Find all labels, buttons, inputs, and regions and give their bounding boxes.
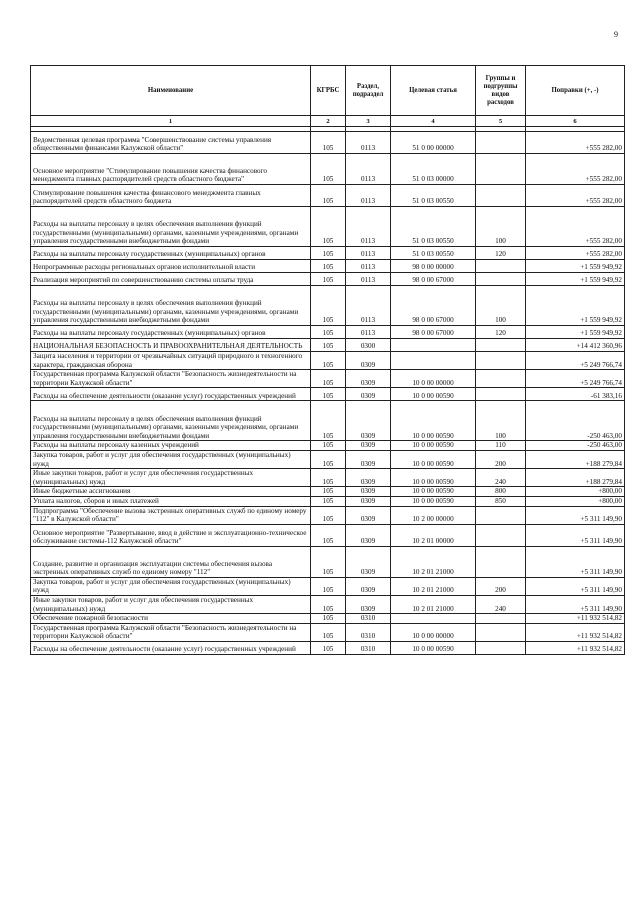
- row-name: Основное мероприятие "Развертывание, ввод в действие и эксплуатационно-техническое обслуживание системы-112 Калужской области": [31, 524, 311, 546]
- row-name: Расходы на обеспечение деятельности (оказание услуг) государственных учреждений: [31, 641, 311, 654]
- row-section: 0309: [346, 496, 391, 506]
- row-target-article: 10 0 00 00590: [391, 487, 476, 497]
- row-expense-group: 120: [476, 326, 526, 339]
- table-row: [31, 623, 625, 641]
- row-amendment: +5 311 149,90: [526, 506, 625, 524]
- row-expense-group: 100: [476, 207, 526, 247]
- table-row: [31, 469, 625, 487]
- table-row: [31, 132, 625, 154]
- row-section: 0309: [346, 401, 391, 441]
- table-row: [31, 286, 625, 326]
- table-row: [31, 352, 625, 370]
- row-kgrbs: 105: [311, 614, 346, 624]
- table-row: [31, 614, 625, 624]
- row-kgrbs: 105: [311, 185, 346, 207]
- header-name: Наименование: [31, 66, 311, 116]
- header-target: Целевая статья: [391, 66, 476, 116]
- row-kgrbs: 105: [311, 441, 346, 451]
- table-row: [31, 388, 625, 401]
- row-section: 0113: [346, 207, 391, 247]
- row-section: 0309: [346, 524, 391, 546]
- row-section: 0113: [346, 273, 391, 286]
- row-name: Защита населения и территории от чрезвычайных ситуаций природного и техногенного характера, гражданская оборона: [31, 352, 311, 370]
- row-target-article: 98 0 00 00000: [391, 260, 476, 273]
- row-kgrbs: 105: [311, 623, 346, 641]
- row-amendment: +5 311 149,90: [526, 595, 625, 613]
- row-amendment: +11 932 514,82: [526, 614, 625, 624]
- row-section: 0310: [346, 623, 391, 641]
- header-amendments: Поправки (+, -): [526, 66, 625, 116]
- table-row: [31, 546, 625, 577]
- row-section: 0309: [346, 546, 391, 577]
- row-amendment: +5 249 766,74: [526, 352, 625, 370]
- header-groups: Группы и подгруппы видов расходов: [476, 66, 526, 116]
- row-amendment: +1 559 949,92: [526, 326, 625, 339]
- table-row: [31, 506, 625, 524]
- row-kgrbs: 105: [311, 496, 346, 506]
- row-target-article: [391, 339, 476, 352]
- row-kgrbs: 105: [311, 577, 346, 595]
- row-kgrbs: 105: [311, 469, 346, 487]
- row-section: 0113: [346, 247, 391, 260]
- table-row: [31, 496, 625, 506]
- row-kgrbs: 105: [311, 506, 346, 524]
- row-expense-group: [476, 339, 526, 352]
- row-name: Государственная программа Калужской области "Безопасность жизнедеятельности на территории Калужской области": [31, 370, 311, 388]
- row-section: 0300: [346, 339, 391, 352]
- row-target-article: 10 0 00 00590: [391, 441, 476, 451]
- row-target-article: 10 2 01 21000: [391, 577, 476, 595]
- row-kgrbs: 105: [311, 154, 346, 185]
- row-amendment: +555 282,00: [526, 132, 625, 154]
- row-target-article: 51 0 03 00550: [391, 185, 476, 207]
- table-row: [31, 450, 625, 468]
- row-name: Иные закупки товаров, работ и услуг для обеспечения государственных (муниципальных) нужд: [31, 595, 311, 613]
- table-row: [31, 401, 625, 441]
- row-kgrbs: 105: [311, 352, 346, 370]
- row-amendment: -250 463,00: [526, 401, 625, 441]
- row-name: Расходы на выплаты персоналу государственных (муниципальных) органов: [31, 247, 311, 260]
- row-target-article: 10 0 00 00000: [391, 623, 476, 641]
- row-target-article: 98 0 00 67000: [391, 286, 476, 326]
- col-number-1: 1: [31, 116, 311, 127]
- row-amendment: +555 282,00: [526, 207, 625, 247]
- row-expense-group: [476, 352, 526, 370]
- row-kgrbs: 105: [311, 273, 346, 286]
- row-amendment: +555 282,00: [526, 185, 625, 207]
- row-name: Стимулирование повышения качества финансового менеджмента главных распорядителей средств областного бюджета: [31, 185, 311, 207]
- row-section: 0309: [346, 370, 391, 388]
- row-target-article: 10 0 00 00590: [391, 469, 476, 487]
- row-section: 0309: [346, 450, 391, 468]
- row-name: Расходы на обеспечение деятельности (оказание услуг) государственных учреждений: [31, 388, 311, 401]
- row-amendment: +800,00: [526, 496, 625, 506]
- table-row: [31, 487, 625, 497]
- row-section: 0113: [346, 286, 391, 326]
- row-expense-group: [476, 623, 526, 641]
- row-expense-group: [476, 132, 526, 154]
- row-amendment: +1 559 949,92: [526, 273, 625, 286]
- row-kgrbs: 105: [311, 370, 346, 388]
- row-kgrbs: 105: [311, 388, 346, 401]
- row-expense-group: 110: [476, 441, 526, 451]
- row-section: 0309: [346, 506, 391, 524]
- row-name: Расходы на выплаты персоналу в целях обеспечения выполнения функций государственными (муниципальными) органами, казенными учреждениями, органами управления государственными внебюджетными фондами: [31, 207, 311, 247]
- row-kgrbs: 105: [311, 546, 346, 577]
- row-name: Закупка товаров, работ и услуг для обеспечения государственных (муниципальных) нужд: [31, 577, 311, 595]
- row-amendment: +555 282,00: [526, 247, 625, 260]
- budget-amendments-table: [30, 65, 625, 655]
- row-amendment: -61 383,16: [526, 388, 625, 401]
- row-amendment: +555 282,00: [526, 154, 625, 185]
- row-target-article: 10 2 01 00000: [391, 524, 476, 546]
- row-kgrbs: 105: [311, 595, 346, 613]
- row-section: 0309: [346, 352, 391, 370]
- row-expense-group: 800: [476, 487, 526, 497]
- row-name: Основное мероприятие "Стимулирование повышения качества финансового менеджмента главных распорядителей средств областного бюджета": [31, 154, 311, 185]
- row-target-article: 10 0 00 00590: [391, 388, 476, 401]
- row-target-article: 51 0 03 00000: [391, 154, 476, 185]
- row-target-article: [391, 614, 476, 624]
- row-section: 0309: [346, 441, 391, 451]
- row-kgrbs: 105: [311, 260, 346, 273]
- row-kgrbs: 105: [311, 339, 346, 352]
- row-target-article: 10 2 01 21000: [391, 595, 476, 613]
- row-kgrbs: 105: [311, 132, 346, 154]
- row-expense-group: [476, 273, 526, 286]
- row-amendment: +14 412 360,96: [526, 339, 625, 352]
- row-target-article: 10 0 00 00590: [391, 496, 476, 506]
- header-section: Раздел, подраздел: [346, 66, 391, 116]
- row-kgrbs: 105: [311, 286, 346, 326]
- row-section: 0309: [346, 577, 391, 595]
- row-amendment: +800,00: [526, 487, 625, 497]
- row-section: 0309: [346, 388, 391, 401]
- row-name: Расходы на выплаты персоналу казенных учреждений: [31, 441, 311, 451]
- row-expense-group: 200: [476, 577, 526, 595]
- table-row: [31, 185, 625, 207]
- row-name: Обеспечение пожарной безопасности: [31, 614, 311, 624]
- row-target-article: 10 0 00 00590: [391, 450, 476, 468]
- col-number-2: 2: [311, 116, 346, 127]
- row-amendment: +188 279,84: [526, 450, 625, 468]
- row-name: НАЦИОНАЛЬНАЯ БЕЗОПАСНОСТЬ И ПРАВООХРАНИТЕЛЬНАЯ ДЕЯТЕЛЬНОСТЬ: [31, 339, 311, 352]
- row-name: Подпрограмма "Обеспечение вызова экстренных оперативных служб по единому номеру "112" в Калужской области": [31, 506, 311, 524]
- table-row: [31, 595, 625, 613]
- row-amendment: +188 279,84: [526, 469, 625, 487]
- col-number-5: 5: [476, 116, 526, 127]
- row-name: Иные закупки товаров, работ и услуг для обеспечения государственных (муниципальных) нужд: [31, 469, 311, 487]
- row-target-article: 98 0 00 67000: [391, 326, 476, 339]
- row-name: Реализация мероприятий по совершенствованию системы оплаты труда: [31, 273, 311, 286]
- row-amendment: +1 559 949,92: [526, 260, 625, 273]
- row-expense-group: [476, 370, 526, 388]
- table-row: [31, 524, 625, 546]
- row-name: Иные бюджетные ассигнования: [31, 487, 311, 497]
- row-amendment: +5 311 149,90: [526, 546, 625, 577]
- row-target-article: 98 0 00 67000: [391, 273, 476, 286]
- row-target-article: [391, 352, 476, 370]
- table-row: [31, 339, 625, 352]
- row-expense-group: [476, 506, 526, 524]
- table-row: [31, 273, 625, 286]
- row-expense-group: [476, 260, 526, 273]
- row-kgrbs: 105: [311, 247, 346, 260]
- row-kgrbs: 105: [311, 487, 346, 497]
- table-row: [31, 441, 625, 451]
- row-amendment: +5 249 766,74: [526, 370, 625, 388]
- row-section: 0113: [346, 154, 391, 185]
- row-section: 0113: [346, 185, 391, 207]
- row-kgrbs: 105: [311, 524, 346, 546]
- row-name: Расходы на выплаты персоналу государственных (муниципальных) органов: [31, 326, 311, 339]
- row-target-article: 10 2 00 00000: [391, 506, 476, 524]
- row-expense-group: [476, 154, 526, 185]
- row-expense-group: 200: [476, 450, 526, 468]
- table-row: [31, 154, 625, 185]
- row-amendment: +5 311 149,90: [526, 577, 625, 595]
- row-amendment: +1 559 949,92: [526, 286, 625, 326]
- col-number-4: 4: [391, 116, 476, 127]
- table-row: [31, 370, 625, 388]
- row-expense-group: [476, 388, 526, 401]
- row-target-article: 51 0 03 00550: [391, 247, 476, 260]
- row-name: Непрограммные расходы региональных органов исполнительной власти: [31, 260, 311, 273]
- row-target-article: 10 0 00 00000: [391, 370, 476, 388]
- row-expense-group: [476, 641, 526, 654]
- row-expense-group: 240: [476, 469, 526, 487]
- row-expense-group: 120: [476, 247, 526, 260]
- row-kgrbs: 105: [311, 326, 346, 339]
- row-amendment: +11 932 514,82: [526, 641, 625, 654]
- row-amendment: +11 932 514,82: [526, 623, 625, 641]
- row-name: Расходы на выплаты персоналу в целях обеспечения выполнения функций государственными (муниципальными) органами, казенными учреждениями, органами управления государственными внебюджетными фондами: [31, 286, 311, 326]
- row-target-article: 51 0 03 00550: [391, 207, 476, 247]
- page-number: 9: [614, 30, 618, 39]
- row-name: Создание, развитие и организация эксплуатации системы обеспечения вызова экстренных оперативных служб по единому номеру "112": [31, 546, 311, 577]
- row-target-article: 10 0 00 00590: [391, 641, 476, 654]
- row-section: 0309: [346, 469, 391, 487]
- row-name: Уплата налогов, сборов и иных платежей: [31, 496, 311, 506]
- row-expense-group: [476, 546, 526, 577]
- row-name: Государственная программа Калужской области "Безопасность жизнедеятельности на территории Калужской области": [31, 623, 311, 641]
- table-row: [31, 577, 625, 595]
- row-amendment: +5 311 149,90: [526, 524, 625, 546]
- row-section: 0113: [346, 260, 391, 273]
- row-section: 0310: [346, 614, 391, 624]
- row-target-article: 51 0 00 00000: [391, 132, 476, 154]
- header-kgrbs: КГРБС: [311, 66, 346, 116]
- row-target-article: 10 2 01 21000: [391, 546, 476, 577]
- row-name: Расходы на выплаты персоналу в целях обеспечения выполнения функций государственными (муниципальными) органами, казенными учреждениями, органами управления государственными внебюджетными фондами: [31, 401, 311, 441]
- row-name: Ведомственная целевая программа "Совершенствование системы управления общественными финансами Калужской области": [31, 132, 311, 154]
- row-section: 0310: [346, 641, 391, 654]
- table-row: [31, 641, 625, 654]
- row-kgrbs: 105: [311, 641, 346, 654]
- row-kgrbs: 105: [311, 450, 346, 468]
- row-section: 0309: [346, 595, 391, 613]
- table-row: [31, 247, 625, 260]
- table-row: [31, 326, 625, 339]
- row-expense-group: [476, 614, 526, 624]
- row-expense-group: 100: [476, 401, 526, 441]
- row-name: Закупка товаров, работ и услуг для обеспечения государственных (муниципальных) нужд: [31, 450, 311, 468]
- row-kgrbs: 105: [311, 207, 346, 247]
- table-row: [31, 207, 625, 247]
- row-expense-group: [476, 524, 526, 546]
- col-number-3: 3: [346, 116, 391, 127]
- row-section: 0113: [346, 326, 391, 339]
- table-row: [31, 260, 625, 273]
- row-amendment: -250 463,00: [526, 441, 625, 451]
- row-target-article: 10 0 00 00590: [391, 401, 476, 441]
- row-expense-group: 100: [476, 286, 526, 326]
- row-expense-group: 240: [476, 595, 526, 613]
- row-expense-group: 850: [476, 496, 526, 506]
- col-number-6: 6: [526, 116, 625, 127]
- row-kgrbs: 105: [311, 401, 346, 441]
- row-expense-group: [476, 185, 526, 207]
- row-section: 0113: [346, 132, 391, 154]
- row-section: 0309: [346, 487, 391, 497]
